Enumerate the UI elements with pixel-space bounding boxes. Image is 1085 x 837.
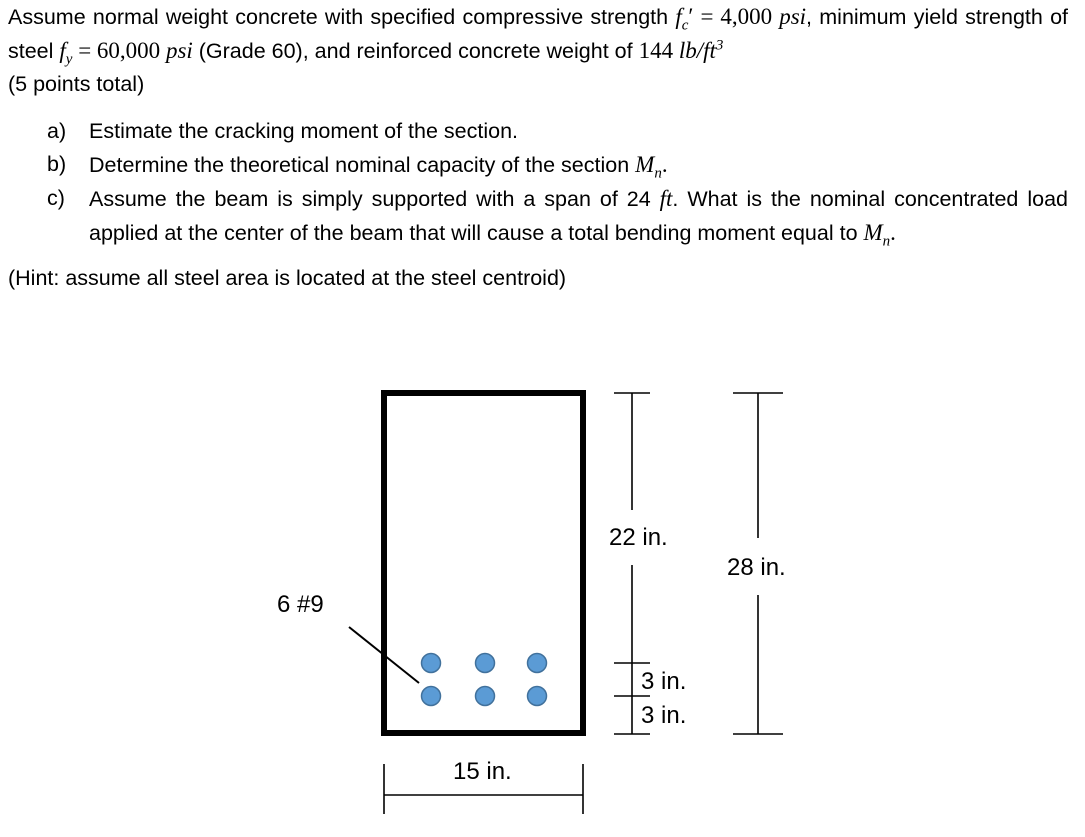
fy-unit: psi (165, 38, 193, 63)
weight-value: 144 (638, 38, 679, 63)
fy-value: = 60,000 (72, 38, 166, 63)
fc-prime: ′ (688, 4, 694, 29)
fc-value: = 4,000 (693, 4, 780, 29)
dim-label-bar-spacing-1: 3 in. (641, 668, 687, 695)
rebar (476, 687, 495, 706)
intro-text-2: , minimum yield strength of steel (8, 5, 1068, 63)
dim-label-effective-depth: 22 in. (609, 524, 668, 551)
intro-text-1: Assume normal weight concrete with specified compressive strength (8, 5, 676, 29)
points-total: (5 points total) (8, 72, 145, 96)
question-b-text: Determine the theoretical nominal capacity of the section (89, 153, 636, 177)
hint-text: (Hint: assume all steel area is located at the steel centroid) (8, 266, 567, 290)
weight-unit: $lb/ft^3$ (678, 37, 724, 63)
fy-symbol: $f_y$ (59, 38, 73, 68)
rebar (422, 654, 441, 673)
bar-label: 6 #9 (277, 591, 324, 618)
dim-label-bar-spacing-2: 3 in. (641, 702, 687, 729)
question-c-label: c) (47, 186, 65, 210)
question-a-text: Estimate the cracking moment of the section. (89, 119, 519, 143)
mn-symbol: $M_n$ (635, 152, 662, 182)
intro-text-3: (Grade 60), and reinforced concrete weight of (192, 39, 639, 63)
dim-label-width: 15 in. (453, 758, 512, 785)
question-a-label: a) (47, 119, 67, 143)
fc-symbol: $f_c$ (675, 4, 689, 34)
question-b-period: . (661, 152, 668, 177)
rebar (528, 687, 547, 706)
mn-symbol: $M_n$ (863, 220, 891, 250)
span-unit: ft (659, 186, 673, 211)
beam-section-outline (384, 393, 583, 733)
question-c-period: . (890, 220, 896, 245)
reinforcing-bars (422, 654, 547, 706)
dim-label-total-depth: 28 in. (727, 554, 786, 581)
rebar (422, 687, 441, 706)
rebar (476, 654, 495, 673)
question-b-label: b) (47, 152, 67, 176)
rebar (528, 654, 547, 673)
fc-unit: psi (779, 4, 807, 29)
question-c-text-1: Assume the beam is simply supported with a span of 24 (89, 187, 660, 211)
question-c-text-2: . What is the nominal concentrated load applied at the center of the beam that will cause a total bending moment equal to (89, 187, 1068, 245)
